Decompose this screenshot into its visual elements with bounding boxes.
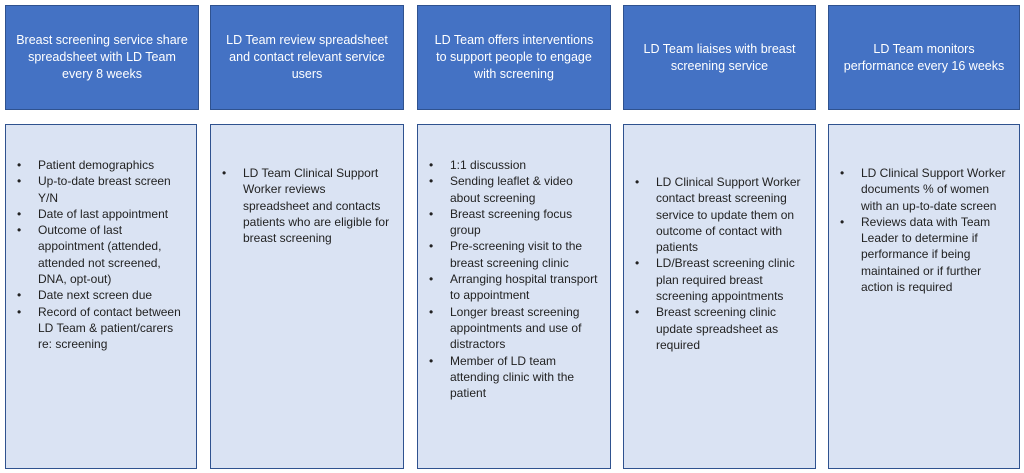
list-item: • Patient demographics bbox=[12, 157, 188, 173]
list-item: • Up-to-date breast screen Y/N bbox=[12, 173, 188, 206]
list-item: • Date of last appointment bbox=[12, 206, 188, 222]
list-item: • LD/Breast screening clinic plan required breast screening appointments bbox=[630, 255, 807, 304]
list-item: • Pre-screening visit to the breast screening clinic bbox=[424, 238, 602, 271]
list-item: • Breast screening focus group bbox=[424, 206, 602, 239]
list-item: • Reviews data with Team Leader to determine if performance if being maintained or if further action is required bbox=[835, 214, 1007, 295]
list-item: • 1:1 discussion bbox=[424, 157, 602, 173]
step-2-header: LD Team review spreadsheet and contact relevant service users bbox=[210, 5, 404, 110]
list-item: • LD Team Clinical Support Worker reviews spreadsheet and contacts patients who are eligible for breast screening bbox=[217, 165, 393, 246]
step-5-header: LD Team monitors performance every 16 weeks bbox=[828, 5, 1020, 110]
step-5-list bbox=[835, 165, 1007, 295]
step-4-details bbox=[623, 124, 816, 469]
step-5-details bbox=[828, 124, 1020, 469]
list-item: • LD Clinical Support Worker documents % of women with an up-to-date screen bbox=[835, 165, 1007, 214]
step-4-header: LD Team liaises with breast screening service bbox=[623, 5, 816, 110]
step-1-header: Breast screening service share spreadsheet with LD Team every 8 weeks bbox=[5, 5, 199, 110]
list-item: • Sending leaflet & video about screening bbox=[424, 173, 602, 206]
step-3-details bbox=[417, 124, 611, 469]
list-item: • LD Clinical Support Worker contact breast screening service to update them on outcome of contact with patients bbox=[630, 174, 807, 255]
step-3-list bbox=[424, 157, 602, 401]
list-item: • Outcome of last appointment (attended, attended not screened, DNA, opt-out) bbox=[12, 222, 188, 287]
list-item: • Longer breast screening appointments and use of distractors bbox=[424, 304, 602, 353]
step-2-details bbox=[210, 124, 404, 469]
list-item: • Record of contact between LD Team & patient/carers re: screening bbox=[12, 304, 188, 353]
step-4-list bbox=[630, 174, 807, 353]
step-1-list bbox=[12, 157, 188, 353]
list-item: • Member of LD team attending clinic with the patient bbox=[424, 353, 602, 402]
list-item: • Breast screening clinic update spreadsheet as required bbox=[630, 304, 807, 353]
step-3-header: LD Team offers interventions to support people to engage with screening bbox=[417, 5, 611, 110]
step-2-list bbox=[217, 165, 393, 246]
list-item: • Arranging hospital transport to appointment bbox=[424, 271, 602, 304]
list-item: • Date next screen due bbox=[12, 287, 188, 303]
step-1-details bbox=[5, 124, 197, 469]
